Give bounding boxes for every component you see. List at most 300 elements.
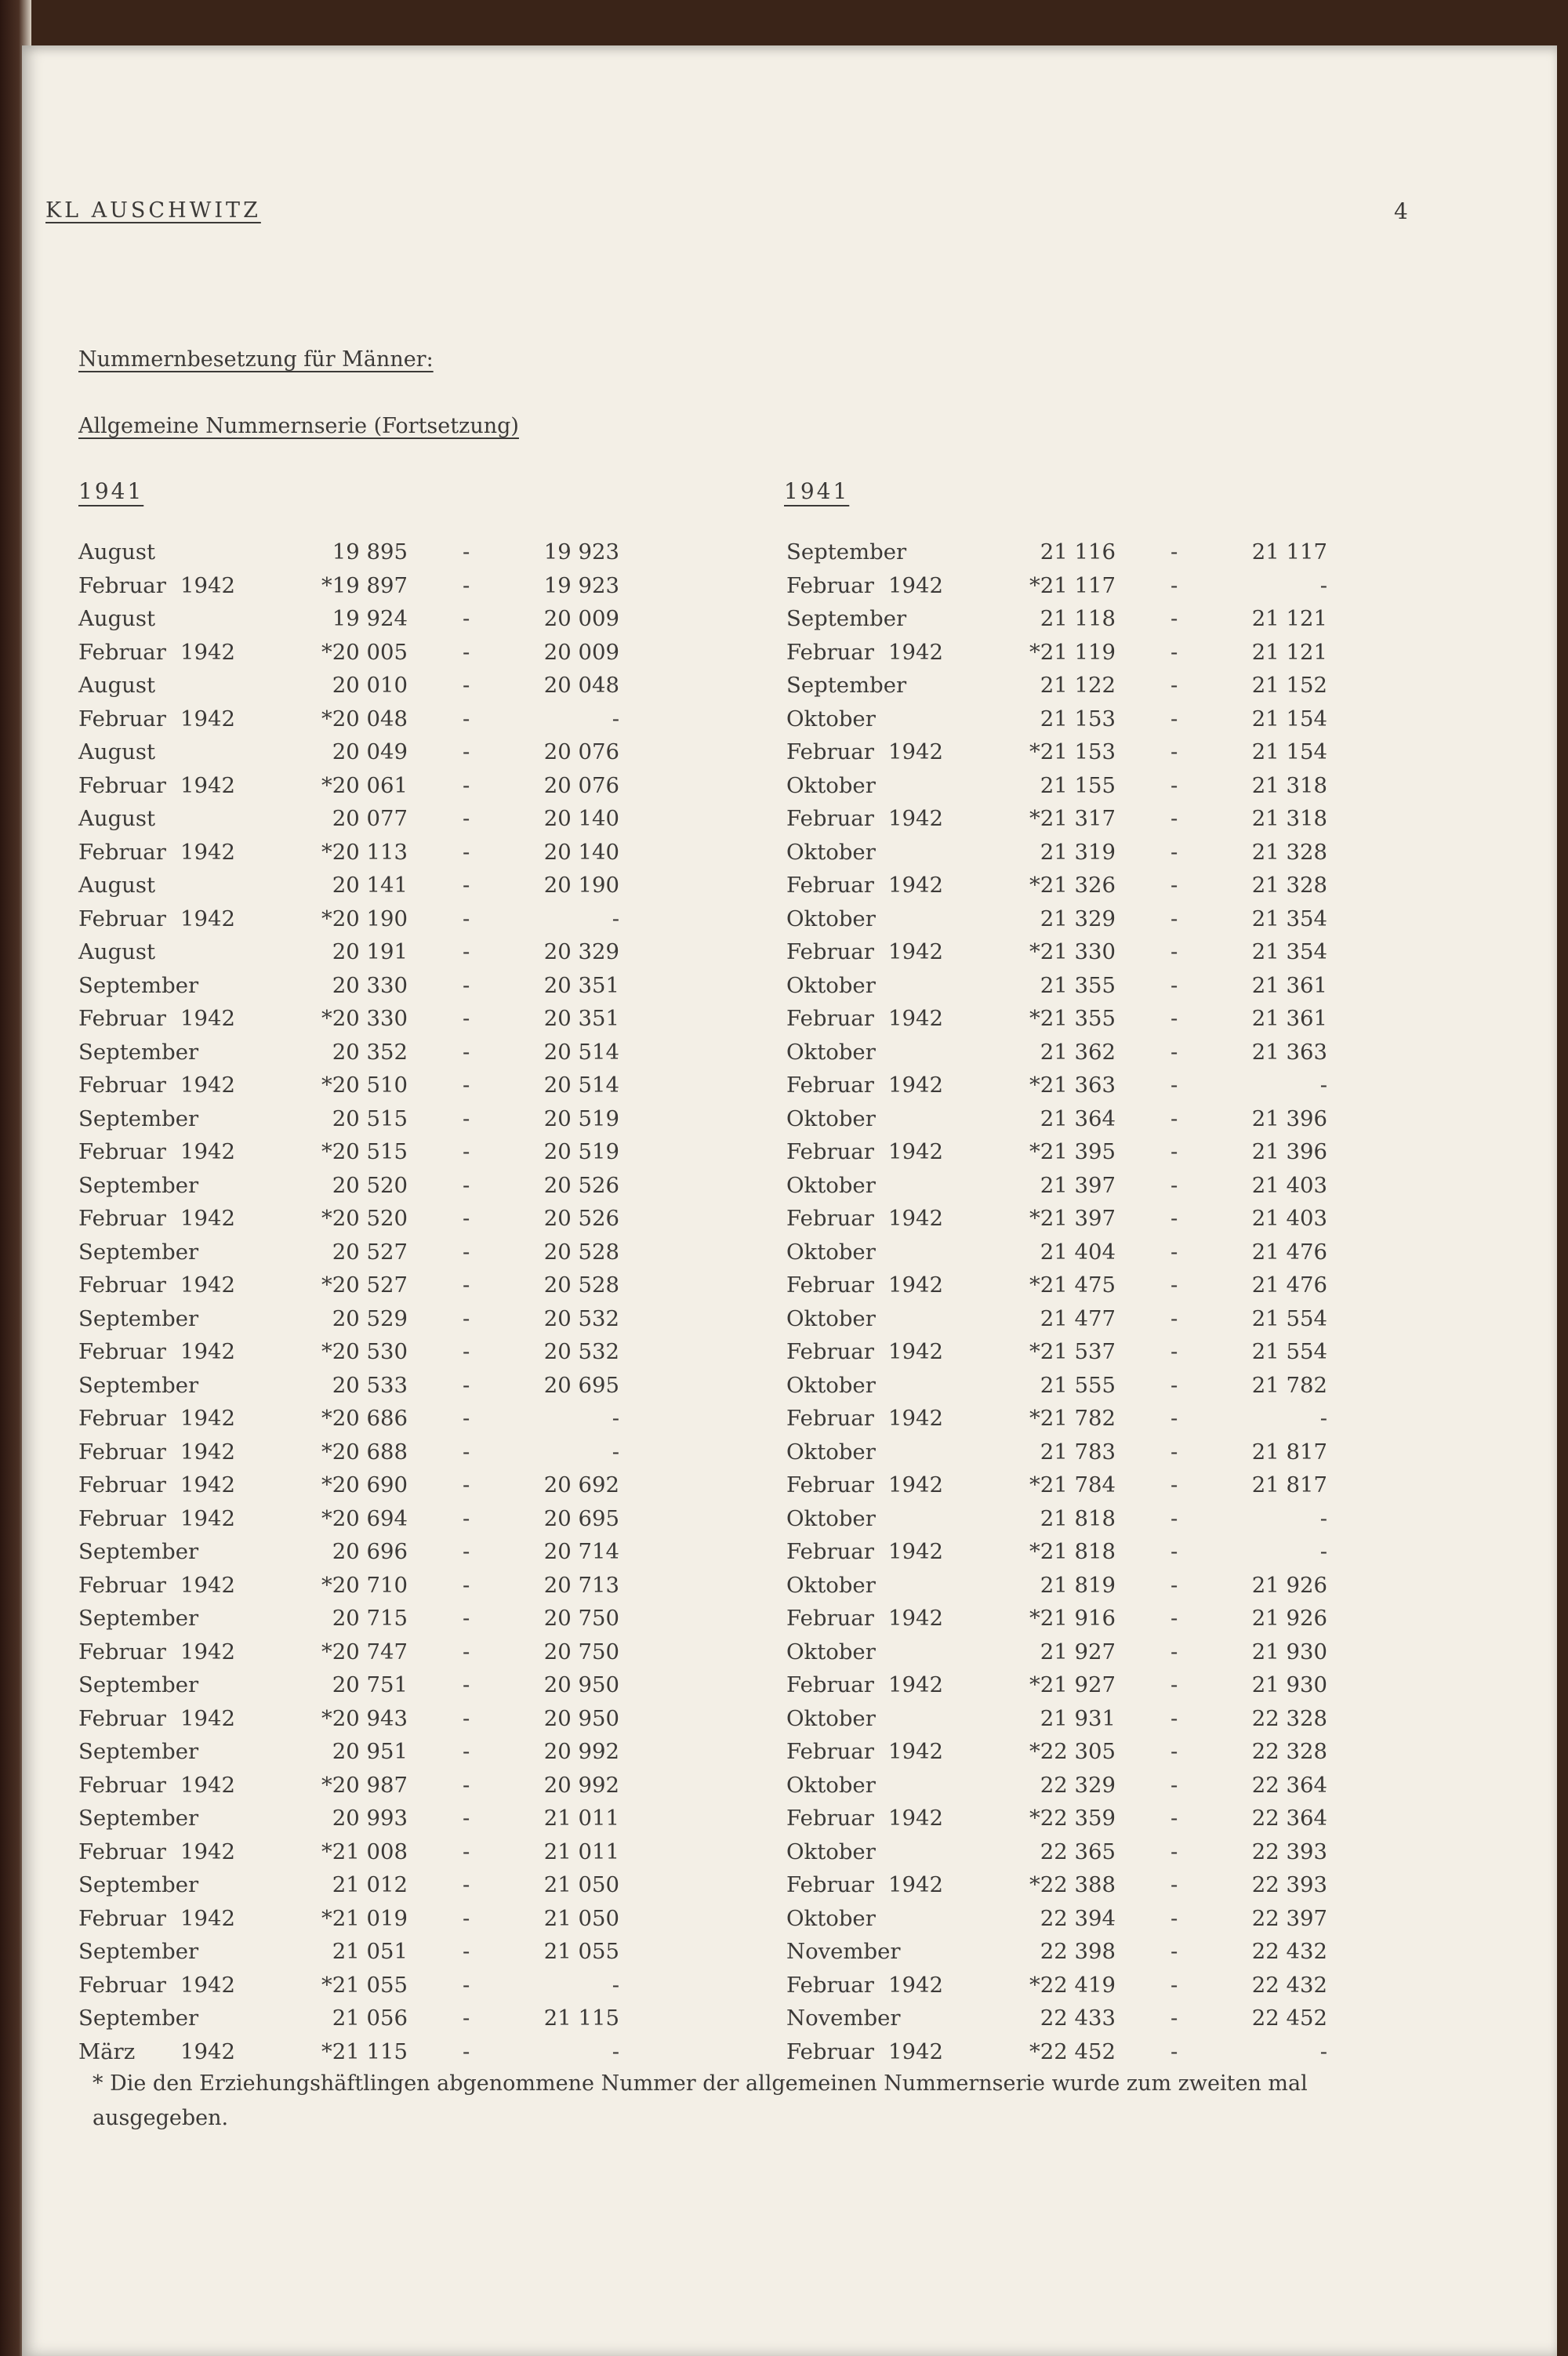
row-month: September [78, 1305, 199, 1331]
row-dash: - [463, 1872, 470, 1897]
row-number-from: *21 119 [1029, 639, 1116, 665]
row-month: Oktober [786, 906, 876, 931]
row-number-to: 21 817 [1251, 1439, 1327, 1465]
row-dash: - [1171, 1239, 1178, 1265]
row-year: 1942 [180, 1439, 235, 1465]
row-year: 1942 [180, 1406, 235, 1431]
row-year: 1942 [888, 1672, 943, 1697]
row-dash: - [1171, 972, 1178, 998]
row-number-to: 21 121 [1251, 639, 1327, 665]
row-number-to: 20 750 [543, 1639, 619, 1664]
row-month: Februar [786, 1073, 874, 1098]
row-number-to: 21 403 [1251, 1206, 1327, 1231]
row-month: Februar [78, 1406, 166, 1431]
row-number-to: 22 452 [1251, 2006, 1327, 2031]
row-month: September [78, 1105, 199, 1131]
row-month: Februar [786, 1272, 874, 1298]
row-month: Oktober [786, 1239, 876, 1265]
row-number-from: 22 329 [1040, 1772, 1116, 1798]
row-month: Oktober [786, 972, 876, 998]
row-number-to: 20 048 [543, 673, 619, 698]
row-year: 1942 [180, 1339, 235, 1364]
row-number-to: 21 154 [1251, 739, 1327, 764]
row-dash: - [463, 1439, 470, 1465]
row-month: Februar [786, 1206, 874, 1231]
row-number-from: *21 019 [321, 1905, 408, 1931]
row-month: September [78, 1239, 199, 1265]
row-month: Oktober [786, 1772, 876, 1798]
row-month: Februar [786, 1006, 874, 1031]
row-dash: - [1171, 1905, 1178, 1931]
row-number-to: 20 695 [543, 1372, 619, 1398]
row-number-from: *21 115 [321, 2038, 408, 2064]
row-number-from: 21 051 [332, 1939, 408, 1964]
row-number-to: - [612, 906, 619, 931]
row-number-from: 21 329 [1040, 906, 1116, 931]
row-number-to: 21 926 [1251, 1606, 1327, 1631]
row-year: 1942 [180, 1839, 235, 1864]
row-dash: - [463, 1739, 470, 1764]
row-number-from: *20 190 [321, 906, 408, 931]
row-month: Februar [786, 1339, 874, 1364]
row-number-to: 21 318 [1251, 806, 1327, 831]
row-month: August [78, 606, 156, 631]
row-dash: - [463, 539, 470, 564]
row-month: September [78, 1672, 199, 1697]
row-dash: - [463, 806, 470, 831]
row-number-from: 20 533 [332, 1372, 408, 1398]
row-dash: - [1171, 1272, 1178, 1298]
row-year: 1942 [888, 1806, 943, 1831]
row-dash: - [463, 1006, 470, 1031]
row-number-to: 19 923 [543, 572, 619, 598]
row-number-from: *20 061 [321, 772, 408, 798]
row-dash: - [1171, 1639, 1178, 1664]
row-dash: - [463, 673, 470, 698]
row-number-to: 21 050 [543, 1905, 619, 1931]
row-number-to: 20 351 [543, 1006, 619, 1031]
row-month: September [786, 606, 907, 631]
row-year: 1942 [180, 1006, 235, 1031]
row-year: 1942 [180, 1206, 235, 1231]
row-month: Februar [78, 1505, 166, 1531]
year-heading-left: 1941 [78, 478, 144, 504]
row-dash: - [1171, 1572, 1178, 1598]
row-month: Februar [78, 1839, 166, 1864]
row-number-to: 20 714 [543, 1539, 619, 1564]
row-year: 1942 [888, 1739, 943, 1764]
row-month: September [78, 1172, 199, 1198]
row-dash: - [463, 739, 470, 764]
row-year: 1942 [180, 1272, 235, 1298]
row-year: 1942 [180, 772, 235, 798]
row-number-to: - [1319, 572, 1327, 598]
row-number-from: 21 404 [1040, 1239, 1116, 1265]
row-dash: - [1171, 706, 1178, 731]
row-month: September [78, 972, 199, 998]
row-dash: - [1171, 1872, 1178, 1897]
row-year: 1942 [180, 1505, 235, 1531]
row-month: August [78, 806, 156, 831]
row-month: Februar [786, 1972, 874, 1998]
row-month: August [78, 673, 156, 698]
row-number-from: 21 122 [1040, 673, 1116, 698]
row-dash: - [1171, 2038, 1178, 2064]
row-dash: - [1171, 1406, 1178, 1431]
row-year: 1942 [888, 1872, 943, 1897]
row-month: Februar [78, 639, 166, 665]
row-number-from: 21 818 [1040, 1505, 1116, 1531]
row-number-to: 20 992 [543, 1772, 619, 1798]
row-number-from: *22 452 [1029, 2038, 1116, 2064]
row-dash: - [463, 1505, 470, 1531]
row-year: 1942 [888, 1073, 943, 1098]
row-number-from: *20 694 [321, 1505, 408, 1531]
row-dash: - [463, 1639, 470, 1664]
row-dash: - [1171, 639, 1178, 665]
row-month: Februar [78, 1206, 166, 1231]
row-number-from: 20 515 [332, 1105, 408, 1131]
row-number-from: 19 924 [332, 606, 408, 631]
row-number-to: 21 318 [1251, 772, 1327, 798]
row-number-to: - [1319, 1505, 1327, 1531]
row-dash: - [1171, 1739, 1178, 1764]
row-dash: - [463, 1105, 470, 1131]
row-dash: - [463, 1339, 470, 1364]
page-number: 4 [1394, 198, 1408, 224]
row-number-to: 20 692 [543, 1472, 619, 1497]
row-number-from: *20 048 [321, 706, 408, 731]
row-number-from: *21 927 [1029, 1672, 1116, 1697]
row-month: Februar [786, 2038, 874, 2064]
row-number-to: 21 152 [1251, 673, 1327, 698]
row-dash: - [463, 1239, 470, 1265]
row-number-from: 20 330 [332, 972, 408, 998]
row-number-from: *20 113 [321, 839, 408, 865]
row-dash: - [1171, 1505, 1178, 1531]
row-number-from: 20 529 [332, 1305, 408, 1331]
row-number-to: 21 328 [1251, 839, 1327, 865]
row-number-to: 22 328 [1251, 1705, 1327, 1731]
row-number-from: 20 077 [332, 806, 408, 831]
row-number-to: 20 076 [543, 739, 619, 764]
row-dash: - [463, 2006, 470, 2031]
row-dash: - [1171, 1139, 1178, 1164]
row-number-from: *22 419 [1029, 1972, 1116, 1998]
row-dash: - [1171, 1172, 1178, 1198]
row-number-to: - [612, 2038, 619, 2064]
series-title: Allgemeine Nummernserie (Fortsetzung) [78, 414, 519, 438]
row-year: 1942 [888, 1206, 943, 1231]
row-dash: - [463, 1172, 470, 1198]
row-number-to: 21 154 [1251, 706, 1327, 731]
document-page [22, 45, 1557, 2356]
row-month: Oktober [786, 1505, 876, 1531]
row-number-to: 20 329 [543, 939, 619, 964]
row-number-to: 20 992 [543, 1739, 619, 1764]
row-number-to: 21 361 [1251, 972, 1327, 998]
row-number-from: 21 116 [1040, 539, 1116, 564]
row-number-to: 20 514 [543, 1039, 619, 1065]
row-number-to: 20 950 [543, 1705, 619, 1731]
row-dash: - [1171, 1372, 1178, 1398]
row-dash: - [1171, 839, 1178, 865]
row-month: Oktober [786, 1172, 876, 1198]
row-number-to: 20 532 [543, 1339, 619, 1364]
row-number-to: 22 364 [1251, 1772, 1327, 1798]
row-year: 1942 [180, 906, 235, 931]
row-number-from: *21 117 [1029, 572, 1116, 598]
row-dash: - [463, 1372, 470, 1398]
row-year: 1942 [180, 1073, 235, 1098]
row-number-from: *20 686 [321, 1406, 408, 1431]
row-dash: - [463, 1305, 470, 1331]
row-number-to: 21 930 [1251, 1672, 1327, 1697]
row-month: Oktober [786, 1639, 876, 1664]
row-year: 1942 [180, 1905, 235, 1931]
row-month: Oktober [786, 772, 876, 798]
row-dash: - [1171, 873, 1178, 898]
row-month: Februar [78, 1905, 166, 1931]
row-dash: - [1171, 1606, 1178, 1631]
row-number-to: 22 393 [1251, 1839, 1327, 1864]
row-month: Februar [786, 806, 874, 831]
row-month: Februar [78, 1073, 166, 1098]
row-month: Oktober [786, 1905, 876, 1931]
row-number-to: 20 532 [543, 1305, 619, 1331]
row-number-to: 21 403 [1251, 1172, 1327, 1198]
row-month: Februar [78, 1139, 166, 1164]
row-number-from: *20 330 [321, 1006, 408, 1031]
row-month: Februar [78, 706, 166, 731]
row-dash: - [1171, 572, 1178, 598]
row-number-to: 21 817 [1251, 1472, 1327, 1497]
row-month: September [78, 1539, 199, 1564]
row-year: 1942 [888, 1472, 943, 1497]
row-month: Februar [786, 1672, 874, 1697]
row-number-from: *20 530 [321, 1339, 408, 1364]
row-number-from: *21 317 [1029, 806, 1116, 831]
row-number-to: 21 354 [1251, 939, 1327, 964]
row-number-to: 21 328 [1251, 873, 1327, 898]
row-month: Februar [78, 572, 166, 598]
row-month: Februar [78, 1439, 166, 1465]
row-number-to: 21 011 [543, 1839, 619, 1864]
row-number-from: 21 056 [332, 2006, 408, 2031]
row-year: 1942 [888, 1272, 943, 1298]
row-number-to: 21 055 [543, 1939, 619, 1964]
row-year: 1942 [888, 1139, 943, 1164]
row-number-from: *22 388 [1029, 1872, 1116, 1897]
row-number-from: *21 537 [1029, 1339, 1116, 1364]
row-number-from: 20 049 [332, 739, 408, 764]
row-year: 1942 [180, 1772, 235, 1798]
row-number-from: 22 365 [1040, 1839, 1116, 1864]
row-month: Oktober [786, 1105, 876, 1131]
row-year: 1942 [888, 639, 943, 665]
row-month: September [78, 1806, 199, 1831]
row-number-to: 20 713 [543, 1572, 619, 1598]
row-year: 1942 [888, 1972, 943, 1998]
row-number-from: *22 359 [1029, 1806, 1116, 1831]
row-year: 1942 [888, 572, 943, 598]
row-month: September [786, 673, 907, 698]
row-number-from: 21 012 [332, 1872, 408, 1897]
row-dash: - [463, 972, 470, 998]
row-year: 1942 [888, 806, 943, 831]
row-dash: - [1171, 1772, 1178, 1798]
row-number-from: *21 782 [1029, 1406, 1116, 1431]
row-number-from: *21 326 [1029, 873, 1116, 898]
row-dash: - [1171, 673, 1178, 698]
row-number-from: 20 527 [332, 1239, 408, 1265]
row-number-to: - [612, 1972, 619, 1998]
row-dash: - [1171, 906, 1178, 931]
row-number-to: 21 930 [1251, 1639, 1327, 1664]
row-month: Februar [786, 1739, 874, 1764]
row-dash: - [463, 1472, 470, 1497]
row-number-from: *20 747 [321, 1639, 408, 1664]
row-number-from: *22 305 [1029, 1739, 1116, 1764]
row-year: 1942 [888, 2038, 943, 2064]
row-dash: - [1171, 606, 1178, 631]
row-number-to: 20 009 [543, 639, 619, 665]
row-month: September [78, 1872, 199, 1897]
row-month: Oktober [786, 1039, 876, 1065]
row-number-from: *21 916 [1029, 1606, 1116, 1631]
row-number-from: *21 818 [1029, 1539, 1116, 1564]
row-number-to: 21 396 [1251, 1139, 1327, 1164]
row-month: August [78, 873, 156, 898]
row-month: August [78, 539, 156, 564]
row-dash: - [463, 1039, 470, 1065]
row-dash: - [1171, 1105, 1178, 1131]
row-number-to: 21 354 [1251, 906, 1327, 931]
row-month: Februar [78, 1572, 166, 1598]
row-number-from: *20 987 [321, 1772, 408, 1798]
row-month: August [78, 739, 156, 764]
row-number-to: 20 695 [543, 1505, 619, 1531]
row-month: September [786, 539, 907, 564]
row-number-from: 21 153 [1040, 706, 1116, 731]
row-year: 1942 [180, 1139, 235, 1164]
row-dash: - [1171, 1672, 1178, 1697]
row-number-to: 20 009 [543, 606, 619, 631]
row-number-to: 20 519 [543, 1139, 619, 1164]
row-dash: - [463, 772, 470, 798]
row-number-to: - [612, 1406, 619, 1431]
row-number-to: - [1319, 2038, 1327, 2064]
row-dash: - [1171, 1939, 1178, 1964]
row-month: März [78, 2038, 136, 2064]
row-number-from: *21 008 [321, 1839, 408, 1864]
row-number-from: 21 118 [1040, 606, 1116, 631]
row-year: 1942 [180, 1705, 235, 1731]
row-dash: - [1171, 1705, 1178, 1731]
row-number-from: 21 364 [1040, 1105, 1116, 1131]
row-dash: - [1171, 806, 1178, 831]
row-number-from: 20 715 [332, 1606, 408, 1631]
row-number-to: - [1319, 1539, 1327, 1564]
row-dash: - [1171, 1206, 1178, 1231]
row-dash: - [463, 1806, 470, 1831]
row-month: Februar [78, 1705, 166, 1731]
row-dash: - [1171, 1472, 1178, 1497]
row-month: Februar [786, 572, 874, 598]
row-number-from: 21 477 [1040, 1305, 1116, 1331]
row-number-from: 21 819 [1040, 1572, 1116, 1598]
row-year: 1942 [888, 739, 943, 764]
row-number-from: *20 688 [321, 1439, 408, 1465]
row-number-to: - [1319, 1073, 1327, 1098]
row-number-from: *21 055 [321, 1972, 408, 1998]
row-number-to: 20 140 [543, 806, 619, 831]
row-month: Februar [786, 1539, 874, 1564]
row-number-to: 21 115 [543, 2006, 619, 2031]
row-dash: - [1171, 1806, 1178, 1831]
row-dash: - [1171, 1305, 1178, 1331]
row-dash: - [463, 839, 470, 865]
row-number-to: 20 526 [543, 1172, 619, 1198]
row-number-from: *20 510 [321, 1073, 408, 1098]
row-dash: - [463, 1905, 470, 1931]
row-month: November [786, 2006, 901, 2031]
row-month: Februar [786, 1406, 874, 1431]
row-number-from: 20 141 [332, 873, 408, 898]
row-year: 1942 [888, 1406, 943, 1431]
row-number-to: 22 432 [1251, 1939, 1327, 1964]
row-number-to: 22 364 [1251, 1806, 1327, 1831]
row-dash: - [1171, 1972, 1178, 1998]
row-number-from: *21 363 [1029, 1073, 1116, 1098]
row-dash: - [1171, 739, 1178, 764]
row-number-to: 21 926 [1251, 1572, 1327, 1598]
row-dash: - [1171, 1039, 1178, 1065]
row-number-to: 22 328 [1251, 1739, 1327, 1764]
row-number-from: *20 005 [321, 639, 408, 665]
row-dash: - [463, 1705, 470, 1731]
row-number-from: *19 897 [321, 572, 408, 598]
row-year: 1942 [180, 1472, 235, 1497]
row-year: 1942 [180, 1639, 235, 1664]
row-number-from: *20 710 [321, 1572, 408, 1598]
row-number-to: 22 393 [1251, 1872, 1327, 1897]
row-month: Oktober [786, 706, 876, 731]
row-number-to: 21 121 [1251, 606, 1327, 631]
row-year: 1942 [888, 1539, 943, 1564]
row-number-to: 21 782 [1251, 1372, 1327, 1398]
row-dash: - [463, 939, 470, 964]
row-number-to: 20 190 [543, 873, 619, 898]
row-month: September [78, 1606, 199, 1631]
row-dash: - [463, 1139, 470, 1164]
row-number-from: 21 931 [1040, 1705, 1116, 1731]
row-number-to: 21 476 [1251, 1239, 1327, 1265]
row-dash: - [1171, 1539, 1178, 1564]
row-dash: - [463, 906, 470, 931]
row-number-from: 20 191 [332, 939, 408, 964]
row-number-to: - [1319, 1406, 1327, 1431]
row-month: September [78, 2006, 199, 2031]
row-month: Oktober [786, 1439, 876, 1465]
row-number-to: 20 514 [543, 1073, 619, 1098]
row-number-from: 20 696 [332, 1539, 408, 1564]
row-dash: - [463, 706, 470, 731]
footnote: * Die den Erziehungshäftlingen abgenommene Nummer der allgemeinen Nummernserie wurde zum zweiten mal ausgegeben. [93, 2071, 1308, 2130]
row-number-to: 21 396 [1251, 1105, 1327, 1131]
row-number-from: 22 394 [1040, 1905, 1116, 1931]
row-dash: - [1171, 939, 1178, 964]
